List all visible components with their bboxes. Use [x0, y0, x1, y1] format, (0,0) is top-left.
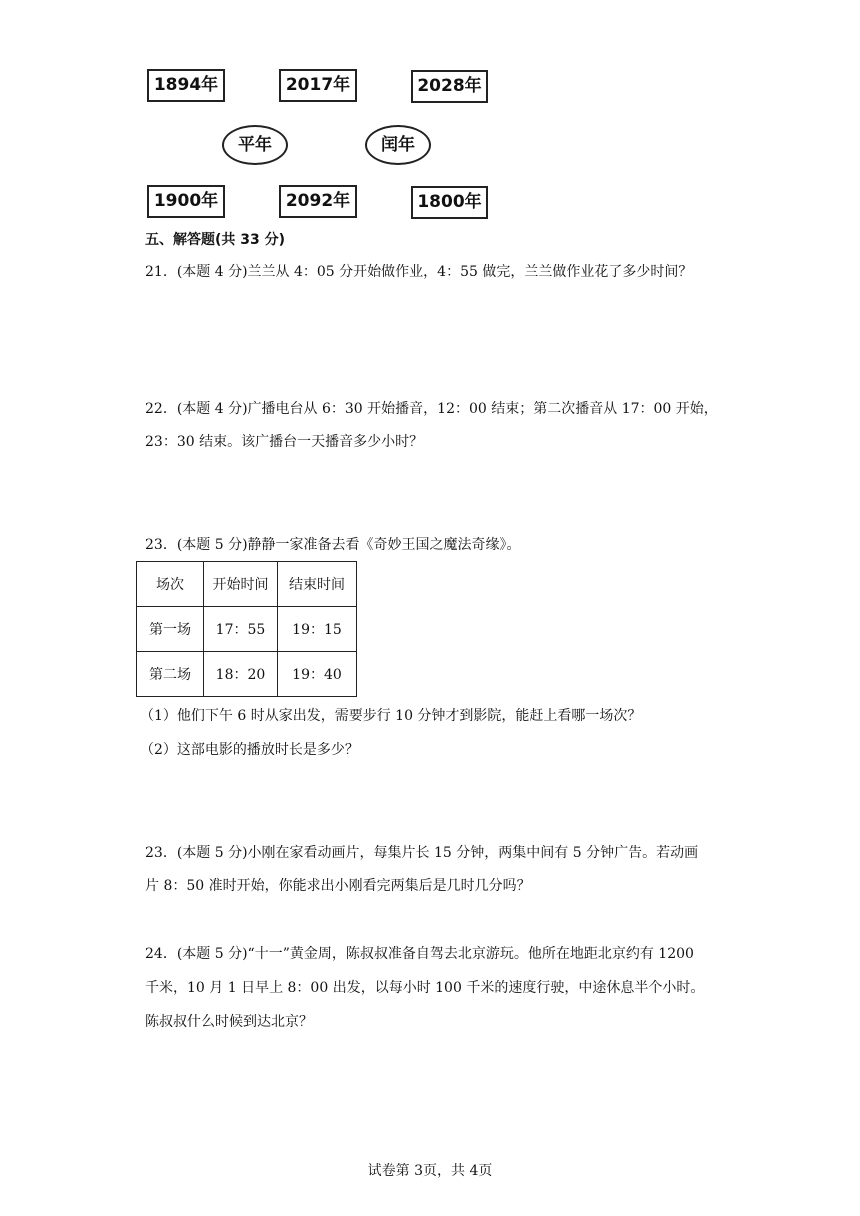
year-box-2017: 2017年: [279, 69, 357, 102]
table-cell: 第二场: [137, 652, 204, 697]
page-footer: 试卷第 3页，共 4页: [367, 1163, 493, 1179]
table-header-cell: 场次: [137, 562, 204, 607]
year-box-1800: 1800年: [411, 186, 488, 219]
q23a-sub1: （1）他们下午 6 时从家出发，需要步行 10 分钟才到影院，能赶上看哪一场次？: [140, 708, 642, 724]
q23a-text: 23．(本题 5 分)静静一家准备去看《奇妙王国之魔法奇缘》。: [145, 537, 521, 553]
q23a-sub2: （2）这部电影的播放时长是多少？: [140, 742, 359, 758]
table-cell: 第一场: [137, 607, 204, 652]
year-box-1900: 1900年: [147, 185, 225, 218]
q24-text-line3: 陈叔叔什么时候到达北京？: [145, 1014, 313, 1030]
table-header-row: [137, 562, 357, 607]
q22-text-line1: 22．(本题 4 分)广播电台从 6：30 开始播音，12：00 结束；第二次播音从 17：00 开始，: [145, 401, 718, 417]
year-box-2092: 2092年: [279, 185, 357, 218]
year-box-1894: 1894年: [147, 69, 225, 102]
q24-text-line2: 千米，10 月 1 日早上 8：00 出发，以每小时 100 千米的速度行驶，中途休息半个小时。: [145, 980, 705, 996]
table-row: [137, 652, 357, 697]
table-cell: 19：15: [278, 607, 357, 652]
q23b-text-line1: 23．(本题 5 分)小刚在家看动画片，每集片长 15 分钟，两集中间有 5 分钟广告。若动画: [145, 845, 699, 861]
q21-text: 21．(本题 4 分)兰兰从 4：05 分开始做作业，4：55 做完，兰兰做作业花了多少时间？: [145, 264, 693, 280]
table-header-cell: 开始时间: [204, 562, 278, 607]
table-header-cell: 结束时间: [278, 562, 357, 607]
year-box-2028: 2028年: [411, 70, 488, 103]
table-cell: 19：40: [278, 652, 357, 697]
section-title: 五、解答题(共 33 分): [145, 232, 286, 248]
table-cell: 18：20: [204, 652, 278, 697]
table-row: [137, 607, 357, 652]
table-cell: 17：55: [204, 607, 278, 652]
q24-text-line1: 24．(本题 5 分)“十一”黄金周，陈叔叔准备自驾去北京游玩。他所在地距北京约有 1200: [145, 946, 694, 962]
oval-common-year: 平年: [222, 125, 288, 165]
movie-schedule-table: [136, 561, 357, 697]
q22-text-line2: 23：30 结束。该广播台一天播音多少小时？: [145, 434, 424, 450]
oval-leap-year: 闰年: [365, 125, 431, 165]
q23b-text-line2: 片 8：50 准时开始，你能求出小刚看完两集后是几时几分吗？: [145, 878, 531, 894]
